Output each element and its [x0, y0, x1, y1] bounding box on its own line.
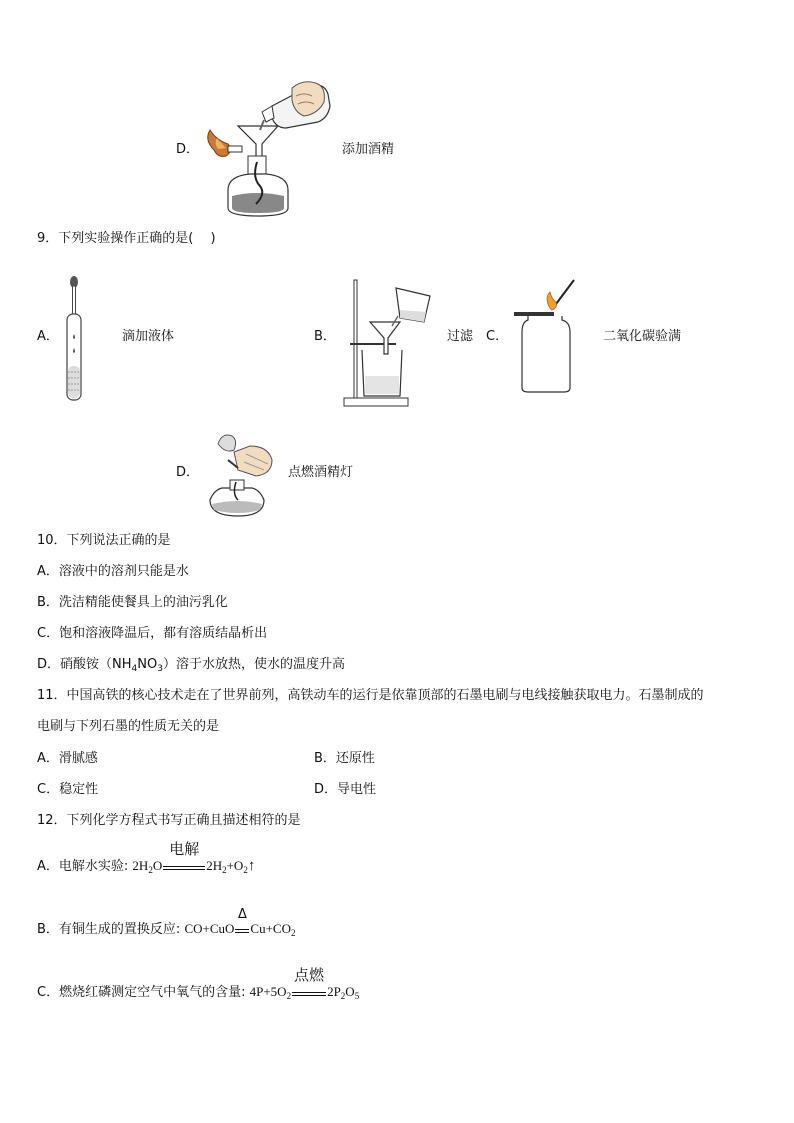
q12-option-c [37, 966, 360, 1001]
condition-electrolysis: 电解 [163, 859, 205, 870]
q11-option-d: D．导电性 [314, 782, 377, 797]
adding-alcohol-illustration [200, 78, 335, 220]
q11-option-b: B．还原性 [314, 751, 375, 766]
q11-option-a: A．滑腻感 [37, 751, 98, 766]
filtration-illustration [342, 278, 442, 408]
q9-stem: 9．下列实验操作正确的是( ) [37, 231, 216, 246]
equation-a: $2H_2O$ 电解 $2H_2+O_2↑$ [132, 840, 256, 875]
q12-option-b-label: B．有铜生成的置换反应: [37, 922, 181, 937]
dropper-test-tube-illustration [62, 274, 88, 404]
equation-c: $4P+5O_2$ 点燃 $2P_2O_5$ [249, 966, 360, 1001]
condition-heating: Δ [235, 922, 249, 933]
q9-option-c-caption: 二氧化碳验满 [603, 329, 682, 344]
q12-option-b [37, 907, 296, 938]
q9-option-b-letter: B． [314, 329, 336, 344]
q12-option-a-label: A．电解水实验: [37, 859, 129, 874]
q11-stem-line2: 电刷与下列石墨的性质无关的是 [37, 719, 220, 734]
equation-b: CO+CuO Δ $Cu+CO_2$ [184, 907, 296, 938]
q11-stem-line1: 11．中国高铁的核心技术走在了世界前列，高铁动车的运行是依靠顶部的石墨电刷与电线接触获取电力。石墨制成的 [37, 688, 704, 703]
q12-stem: 12．下列化学方程式书写正确且描述相符的是 [37, 813, 301, 828]
q8-option-d-letter: D． [176, 142, 200, 157]
q12-option-a [37, 840, 256, 875]
q9-option-d-caption: 点燃酒精灯 [288, 465, 354, 480]
q9-option-d-letter: D． [176, 465, 200, 480]
q9-option-c-letter: C． [486, 329, 509, 344]
q10-option-a: A．溶液中的溶剂只能是水 [37, 564, 189, 579]
q11-option-c: C．稳定性 [37, 782, 99, 797]
q10-option-c: C．饱和溶液降温后，都有溶质结晶析出 [37, 626, 268, 641]
co2-test-full-illustration [514, 280, 584, 395]
q8-option-d-caption: 添加酒精 [342, 142, 395, 157]
q9-option-a-caption: 滴加液体 [122, 329, 175, 344]
q9-option-b-caption: 过滤 [447, 329, 474, 344]
q12-option-c-label: C．燃烧红磷测定空气中氧气的含量: [37, 985, 246, 1000]
q10-option-b: B．洗洁精能使餐具上的油污乳化 [37, 595, 228, 610]
lighting-alcohol-lamp-illustration [198, 430, 278, 522]
condition-ignition: 点燃 [292, 985, 326, 996]
q9-option-a-letter: A． [37, 329, 59, 344]
q10-stem: 10．下列说法正确的是 [37, 533, 171, 548]
q10-option-d: D．硝酸铵$(NH_4NO_3)$溶于水放热，使水的温度升高 [37, 657, 345, 674]
